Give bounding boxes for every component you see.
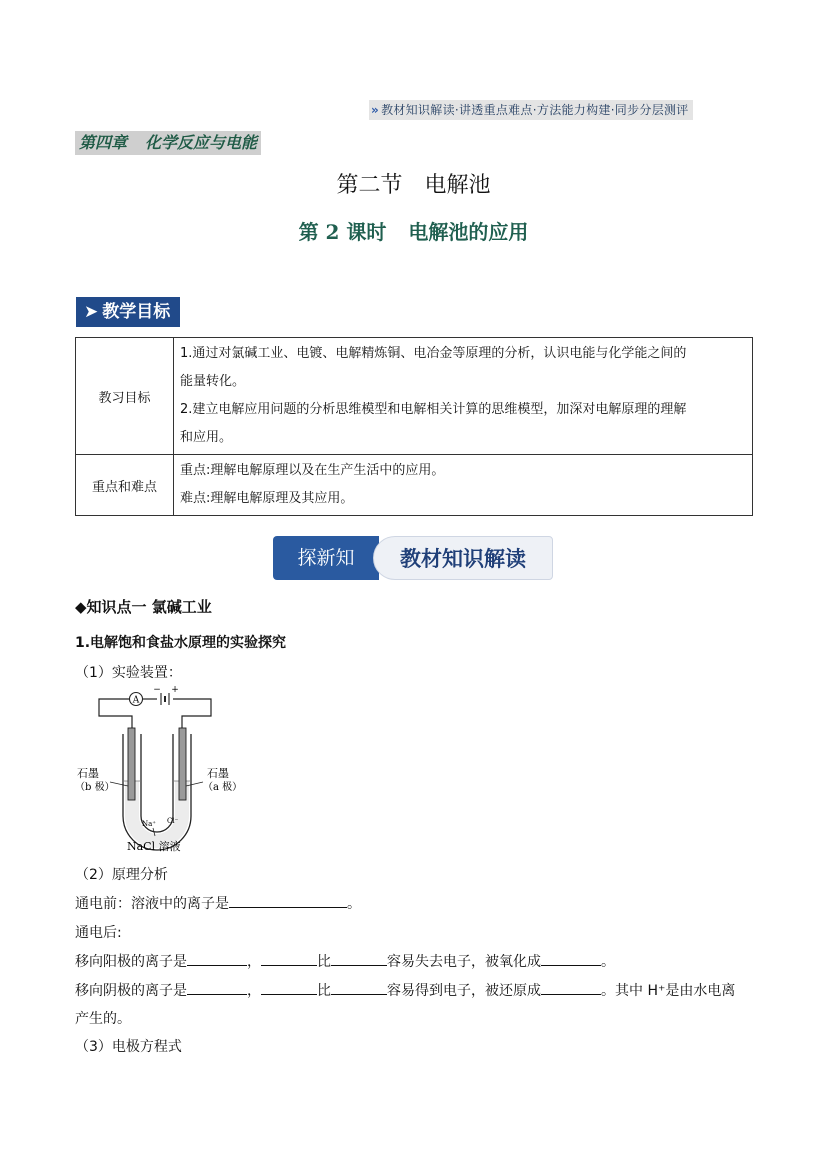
objectives-heading [76,297,180,327]
cathode-compare: 比 [317,983,331,999]
anode-compare: 比 [317,954,331,970]
section-name: 电解池 [424,173,491,198]
cathode-end: 。其中 H⁺是由水电离 [601,983,736,999]
ion-cl-label: Cl⁻ [167,817,179,825]
content-line: 1.通过对氯碱工业、电镀、电解精炼铜、电冶金等原理的分析，认识电能与化学能之间的 [180,346,687,361]
before-line [75,893,361,913]
content-line: 和应用。 [180,430,233,445]
chapter-number: 第四章 [79,133,128,152]
answer-blank[interactable] [331,951,387,966]
answer-blank[interactable] [229,893,347,908]
answer-blank[interactable] [261,980,317,995]
right-electrode-sublabel: （a 极） [203,782,243,793]
banner-right: 教材知识解读 [373,536,553,580]
table-row [76,338,753,455]
graphite-electrode-right [179,728,186,800]
table-row [76,455,753,516]
solution-label: NaCl 溶液 [127,840,181,853]
anode-line [75,951,615,971]
cathode-comma: ， [247,983,261,999]
left-electrode-sublabel: （b 极） [75,782,115,793]
cathode-line [75,980,735,1000]
answer-blank[interactable] [261,951,317,966]
before-text: 通电前：溶液中的离子是 [75,896,229,912]
knowledge-point-title: ◆知识点一 氯碱工业 [75,598,212,616]
banner-left: 探新知 [273,536,379,580]
tagline-text: 教材知识解读·讲透重点难点·方法能力构建·同步分层测评 [381,103,689,117]
cathode-continuation: 产生的。 [75,1011,131,1027]
row-label: 教习目标 [76,338,174,455]
ammeter-label: A [132,695,140,706]
section-title [0,168,827,199]
left-electrode-label: 石墨 [77,767,99,780]
row-label: 重点和难点 [76,455,174,516]
objectives-heading-text: 教学目标 [102,302,171,322]
electrolysis-apparatus-diagram [75,686,245,858]
before-end: 。 [347,896,361,912]
anode-text: 移向阳极的离子是 [75,954,187,970]
objectives-table [75,337,753,516]
equations-label: （3）电极方程式 [75,1039,182,1055]
lesson-name: 电解池的应用 [408,220,529,244]
series-tagline [369,100,693,120]
apparatus-label: （1）实验装置： [75,665,182,681]
content-line: 难点:理解电解原理及其应用。 [180,491,354,506]
double-chevron-icon: » [371,103,380,117]
anode-end: 。 [601,954,615,970]
wire-left [99,699,132,764]
arrow-right-icon: ➤ [84,302,99,322]
chapter-heading [75,131,261,155]
graphite-electrode-left [128,728,135,800]
plus-sign: + [171,686,179,695]
analysis-label: （2）原理分析 [75,867,168,883]
subheading: 1.电解饱和食盐水原理的实验探究 [75,635,287,651]
row-content [174,455,753,516]
ion-na-label: Na⁺ [142,820,156,828]
lesson-title [0,216,827,245]
answer-blank[interactable] [331,980,387,995]
chapter-name: 化学反应与电能 [145,133,258,152]
apparatus-svg [75,686,245,858]
section-banner [273,536,555,580]
answer-blank[interactable] [187,951,247,966]
anode-text-2: 容易失去电子，被氧化成 [387,954,541,970]
after-line: 通电后: [75,925,122,941]
content-line: 能量转化。 [180,374,246,389]
row-content [174,338,753,455]
answer-blank[interactable] [541,951,601,966]
right-electrode-label: 石墨 [207,767,229,780]
cathode-text: 移向阴极的离子是 [75,983,187,999]
section-number: 第二节 [336,173,403,198]
cathode-text-2: 容易得到电子，被还原成 [387,983,541,999]
answer-blank[interactable] [187,980,247,995]
minus-sign: − [153,686,161,695]
lesson-number: 第 2 课时 [298,220,387,244]
content-line: 重点:理解电解原理以及在生产生活中的应用。 [180,463,445,478]
content-line: 2.建立电解应用问题的分析思维模型和电解相关计算的思维模型，加深对电解原理的理解 [180,402,687,417]
answer-blank[interactable] [541,980,601,995]
anode-comma: ， [247,954,261,970]
